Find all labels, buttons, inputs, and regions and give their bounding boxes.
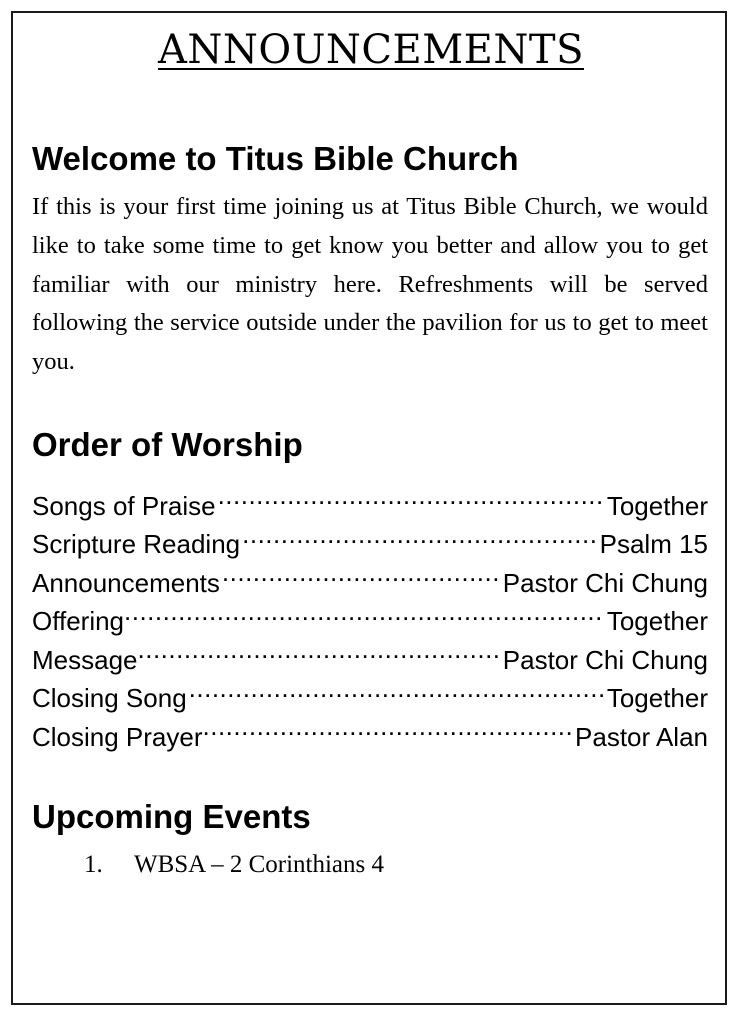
order-item-leader: Psalm 15 [599,529,708,559]
order-item-leader: Pastor Alan [575,721,708,752]
dot-leader [203,707,574,746]
dot-leader [189,669,605,708]
order-item-name: Offering [32,606,125,636]
order-item-name: Scripture Reading [32,529,241,559]
event-number: 1. [84,851,103,878]
order-row [32,476,708,521]
dot-leader [218,476,605,515]
upcoming-events-list [84,846,384,884]
order-item-name: Songs of Praise [32,490,216,521]
order-item-name: Message [32,644,138,675]
order-item-name: Closing Song [32,683,187,713]
list-item [84,846,384,884]
order-item-name: Announcements [32,567,220,598]
page-title [0,26,742,74]
order-of-worship-heading: Order of Worship [32,426,303,463]
order-item-leader: Pastor Chi Chung [502,567,708,598]
order-item-leader: Together [606,683,708,713]
welcome-paragraph: If this is your first time joining us at Titus Bible Church, we would like to take some time to get know you better and allow you to get familiar with our ministry here. Refreshments will be served following the service outside under the pavilion for us to get to meet you. [32,193,708,376]
dot-leader [242,515,597,554]
dot-leader [124,592,605,631]
order-item-leader: Together [606,490,708,521]
welcome-heading: Welcome to Titus Bible Church [32,140,519,177]
order-item-name: Closing Prayer [32,721,203,752]
upcoming-events-heading: Upcoming Events [32,798,311,835]
dot-leader [138,630,501,669]
dot-leader [222,553,501,592]
page-title-text: ANNOUNCEMENTS [158,27,584,73]
order-item-leader: Pastor Chi Chung [502,644,708,675]
order-of-worship-list [32,476,708,752]
order-item-leader: Together [606,606,708,636]
event-text: WBSA – 2 Corinthians 4 [134,851,385,878]
